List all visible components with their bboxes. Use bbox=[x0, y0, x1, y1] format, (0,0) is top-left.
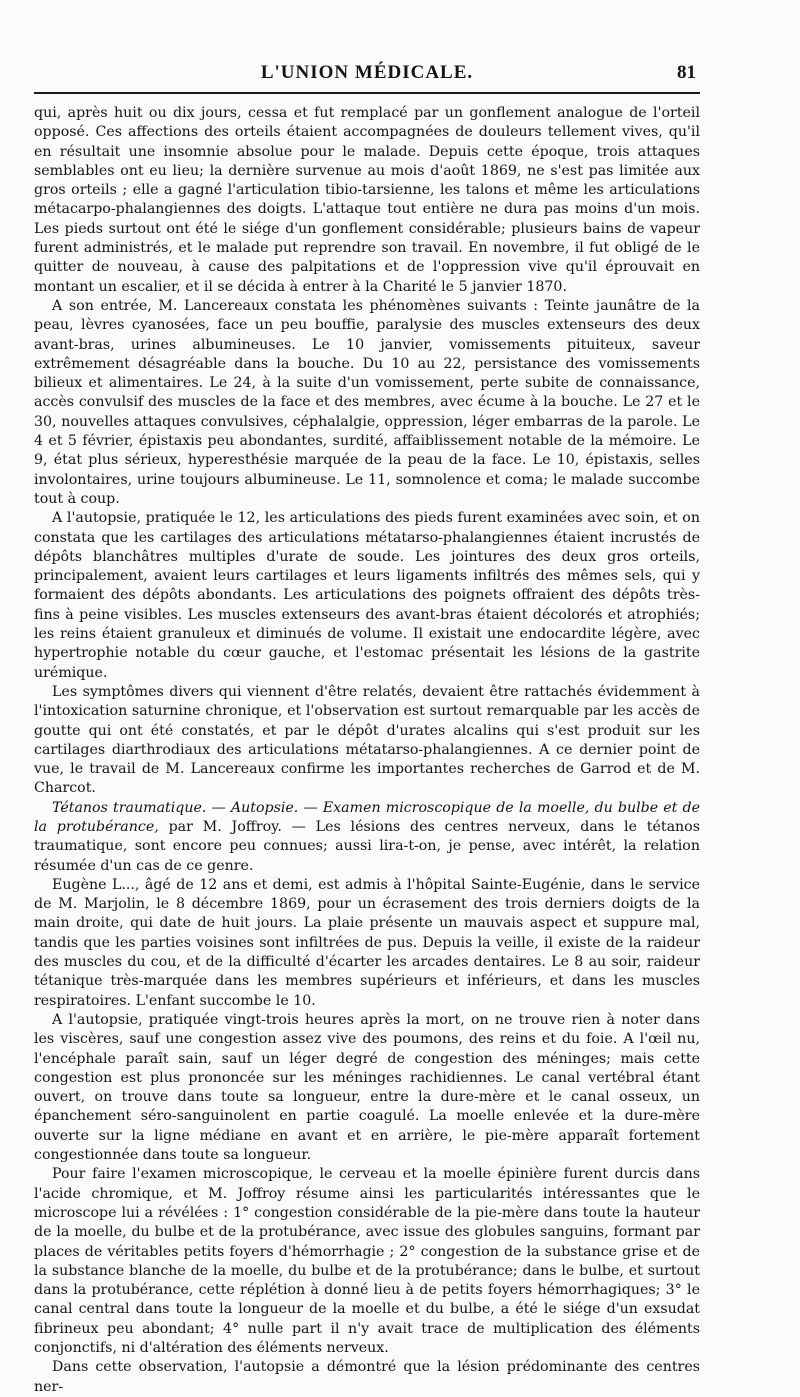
paragraph: Eugène L..., âgé de 12 ans et demi, est admis à l'hôpital Sainte-Eugénie, dans le service de M. Marjolin, le 8 décembre 1869, pour un écrasement des trois derniers doigts de la main droite, qui date de huit jours. La plaie présente un mauvais aspect et suppure mal, tandis que les parties voisines sont infiltrées de pus. Depuis la veille, il existe de la raideur des muscles du cou, et de la difficulté d'écarter les arcades dentaires. Le 8 au soir, raideur tétanique très-marquée dans les membres supérieurs et inférieurs, et dans les muscles respiratoires. L'enfant succombe le 10. bbox=[34, 876, 700, 1009]
paragraph: Les symptômes divers qui viennent d'être relatés, devaient être rattachés évidemment à l'intoxication saturnine chronique, et l'observation est surtout remarquable par les accès de goutte qui ont été constatés, et par le dépôt d'urates alcalins qui s'est produit sur les cartilages diarthrodiaux des articulations métatarso-phalangiennes. A ce dernier point de vue, le travail de M. Lancereaux confirme les importantes recherches de Garrod et de M. Charcot. bbox=[34, 683, 700, 797]
article-body bbox=[34, 104, 700, 1397]
journal-title: L'UNION MÉDICALE. bbox=[260, 62, 474, 83]
paragraph: Dans cette observation, l'autopsie a démontré que la lésion prédominante des centres ner- bbox=[34, 1359, 700, 1395]
page-number: 81 bbox=[677, 62, 696, 83]
section-paragraph bbox=[34, 799, 700, 876]
section-lead: par M. Joffroy. — Les lésions des centres nerveux, dans le tétanos traumatique, sont encore peu connues; aussi lira-t-on, je pense, avec intérêt, la relation résumée d'un cas de ce genre. bbox=[34, 818, 700, 874]
paragraph: A son entrée, M. Lancereaux constata les phénomènes suivants : Teinte jaunâtre de la peau, lèvres cyanosées, face un peu bouffie, paralysie des muscles extenseurs des deux avant-bras, urines albumineuses. Le 10 janvier, vomissements pituiteux, saveur extrêmement désagréable dans la bouche. Du 10 au 22, persistance des vomissements bilieux et alimentaires. Le 24, à la suite d'un vomissement, perte subite de connaissance, accès convulsif des muscles de la face et des membres, avec écume à la bouche. Le 27 et le 30, nouvelles attaques convulsives, céphalalgie, oppression, léger embarras de la parole. Le 4 et 5 février, épistaxis peu abondantes, surdité, affaiblissement notable de la mémoire. Le 9, état plus sérieux, hyperesthésie marquée de la peau de la face. Le 10, épistaxis, selles involontaires, urine toujours albumineuse. Le 11, somnolence et coma; le malade succombe tout à coup. bbox=[34, 297, 700, 507]
journal-page bbox=[34, 58, 700, 1397]
running-header bbox=[34, 58, 700, 94]
section-title: Tétanos traumatique. — Autopsie. — Examen microscopique de la moelle, du bulbe et de la protubérance, bbox=[34, 799, 700, 835]
paragraph: qui, après huit ou dix jours, cessa et fut remplacé par un gonflement analogue de l'orteil opposé. Ces affections des orteils étaient accompagnées de douleurs tellement vives, qu'il en résultait une insomnie absolue pour le malade. Depuis cette époque, trois attaques semblables ont eu lieu; la dernière survenue au mois d'août 1869, ne s'est pas limitée aux gros orteils ; elle a gagné l'articulation tibio-tarsienne, les talons et même les articulations métacarpo-phalangiennes des doigts. L'attaque tout entière ne dura pas moins d'un mois. Les pieds surtout ont été le siége d'un gonflement considérable; plusieurs bains de vapeur furent administrés, et le malade put reprendre son travail. En novembre, il fut obligé de le quitter de nouveau, à cause des palpitations et de l'oppression vive qu'il éprouvait en montant un escalier, et il se décida à entrer à la Charité le 5 janvier 1870. bbox=[34, 105, 700, 295]
paragraph: Pour faire l'examen microscopique, le cerveau et la moelle épinière furent durcis dans l'acide chromique, et M. Joffroy résume ainsi les particularités intéressantes que le microscope lui a révélées : 1° congestion considérable de la pie-mère dans toute la hauteur de la moelle, du bulbe et de la protubérance, avec issue des globules sanguins, formant par places de véritables petits foyers d'hémorrhagie ; 2° congestion de la substance grise et de la substance blanche de la moelle, du bulbe et de la protubérance; dans le bulbe, et surtout dans la protubérance, cette réplétion à donné lieu à de petits foyers hémorrhagiques; 3° le canal central dans toute la longueur de la moelle et du bulbe, a été le siége d'un exsudat fibrineux peu abondant; 4° nulle part il n'y avait trace de multiplication des éléments conjonctifs, ni d'altération des éléments nerveux. bbox=[34, 1166, 700, 1356]
paragraph: A l'autopsie, pratiquée vingt-trois heures après la mort, on ne trouve rien à noter dans les viscères, sauf une congestion assez vive des poumons, des reins et du foie. A l'œil nu, l'encéphale paraît sain, sauf un léger degré de congestion des méninges; mais cette congestion est plus prononcée sur les méninges rachidiennes. Le canal vertébral étant ouvert, on trouve dans toute sa longueur, entre la dure-mère et le canal osseux, un épanchement séro-sanguinolent en partie coagulé. La moelle enlevée et la dure-mère ouverte sur la ligne médiane en avant et en arrière, le pie-mère apparaît fortement congestionnée dans toute sa longueur. bbox=[34, 1011, 700, 1164]
paragraph: A l'autopsie, pratiquée le 12, les articulations des pieds furent examinées avec soin, et on constata que les cartilages des articulations métatarso-phalangiennes étaient incrustés de dépôts blanchâtres multiples d'urate de soude. Les jointures des deux gros orteils, principalement, avaient leurs cartilages et leurs ligaments infiltrés des mêmes sels, qui y formaient des dépôts abondants. Les articulations des poignets offraient des dépôts très-fins à peine visibles. Les muscles extenseurs des avant-bras étaient décolorés et atrophiés; les reins étaient granuleux et diminués de volume. Il existait une endocardite légère, avec hypertrophie notable du cœur gauche, et l'estomac présentait les lésions de la gastrite urémique. bbox=[34, 510, 700, 681]
